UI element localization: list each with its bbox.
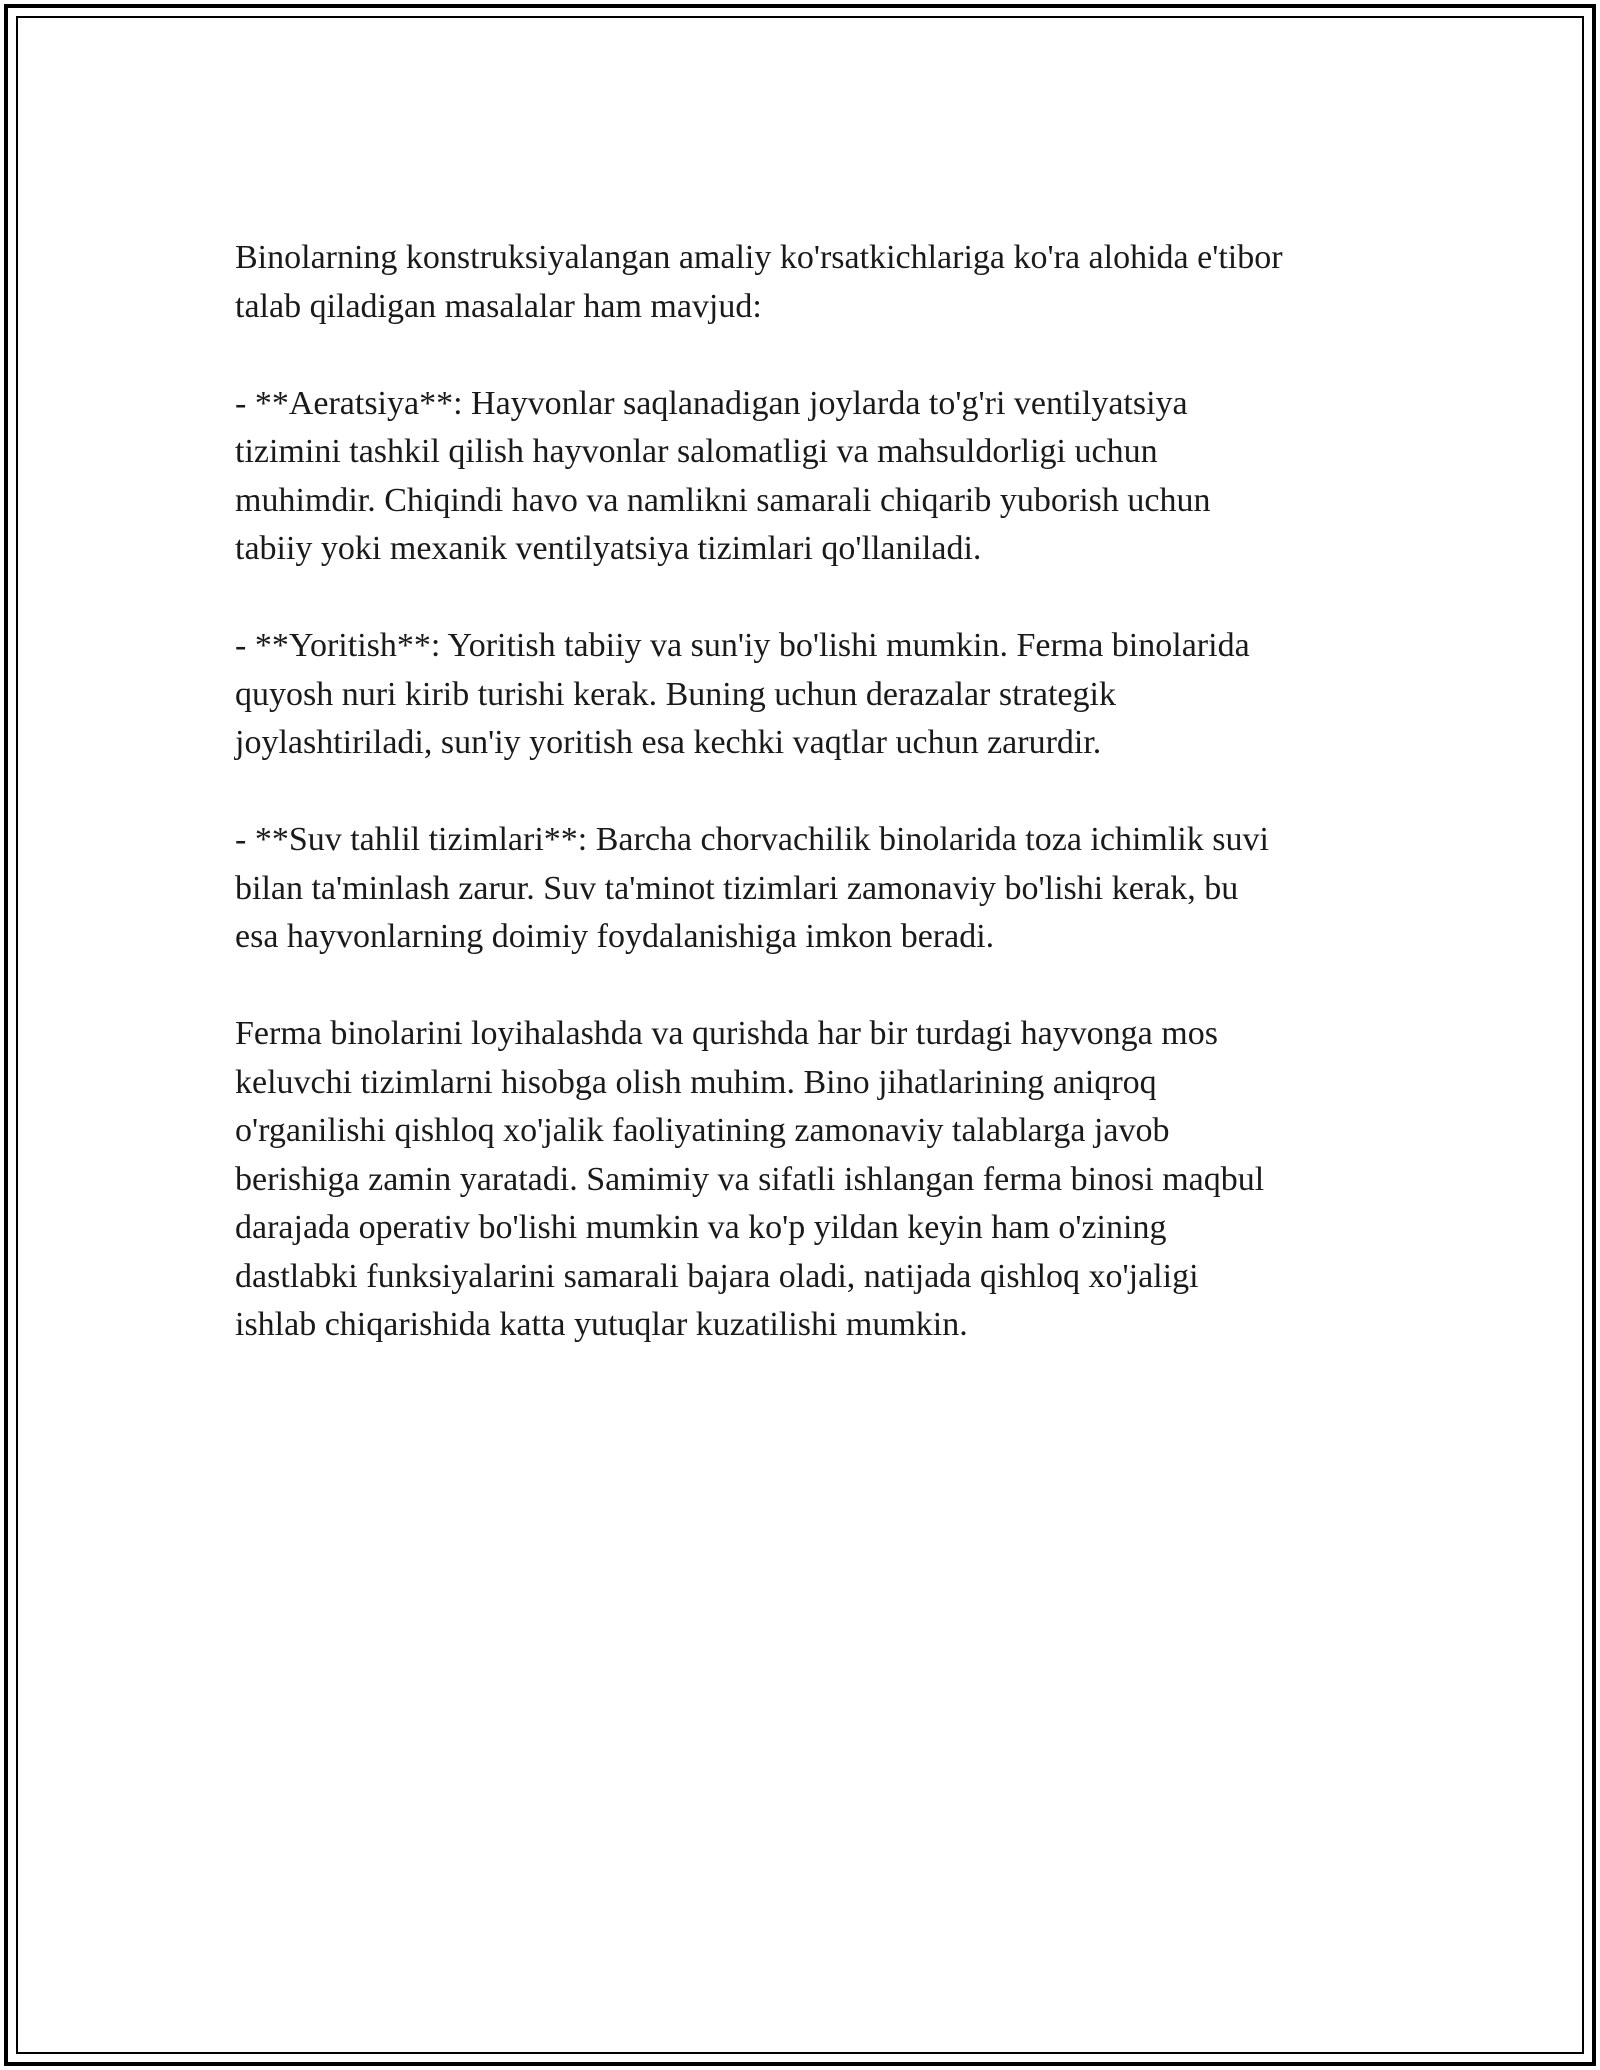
intro-paragraph: Binolarning konstruksiyalangan amaliy ko'rsatkichlariga ko'ra alohida e'tibor talab qiladigan masalalar ham mavjud: — [235, 239, 1283, 325]
water-systems-paragraph: - **Suv tahlil tizimlari**: Barcha chorvachilik binolarida toza ichimlik suvi bilan ta'minlash zarur. Suv ta'minot tizimlari zamonaviy bo'lishi kerak, bu esa hayvonlarning doimiy foydalanishiga imkon beradi. — [235, 821, 1269, 955]
document-body — [235, 234, 1375, 1398]
conclusion-paragraph: Ferma binolarini loyihalashda va qurishda har bir turdagi hayvonga mos keluvchi tizimlarni hisobga olish muhim. Bino jihatlarining aniqroq o'rganilishi qishloq xo'jalik faoliyatining zamonaviy talablarga javob berishiga zamin yaratadi. Samimiy va sifatli ishlangan ferma binosi maqbul darajada operativ bo'lishi mumkin va ko'p yildan keyin ham o'zining dastlabki funksiyalarini samarali bajara oladi, natijada qishloq xo'jaligi ishlab chiqarishida katta yutuqlar kuzatilishi mumkin. — [235, 1015, 1265, 1343]
aeration-paragraph: - **Aeratsiya**: Hayvonlar saqlanadigan joylarda to'g'ri ventilyatsiya tizimini tashkil qilish hayvonlar salomatligi va mahsuldorligi uchun muhimdir. Chiqindi havo va namlikni samarali chiqarib yuborish uchun tabiiy yoki mexanik ventilyatsiya tizimlari qo'llaniladi. — [235, 384, 1211, 567]
lighting-paragraph: - **Yoritish**: Yoritish tabiiy va sun'iy bo'lishi mumkin. Ferma binolarida quyosh nuri kirib turishi kerak. Buning uchun derazalar strategik joylashtiriladi, sun'iy yoritish esa kechki vaqtlar uchun zarurdir. — [235, 627, 1250, 761]
